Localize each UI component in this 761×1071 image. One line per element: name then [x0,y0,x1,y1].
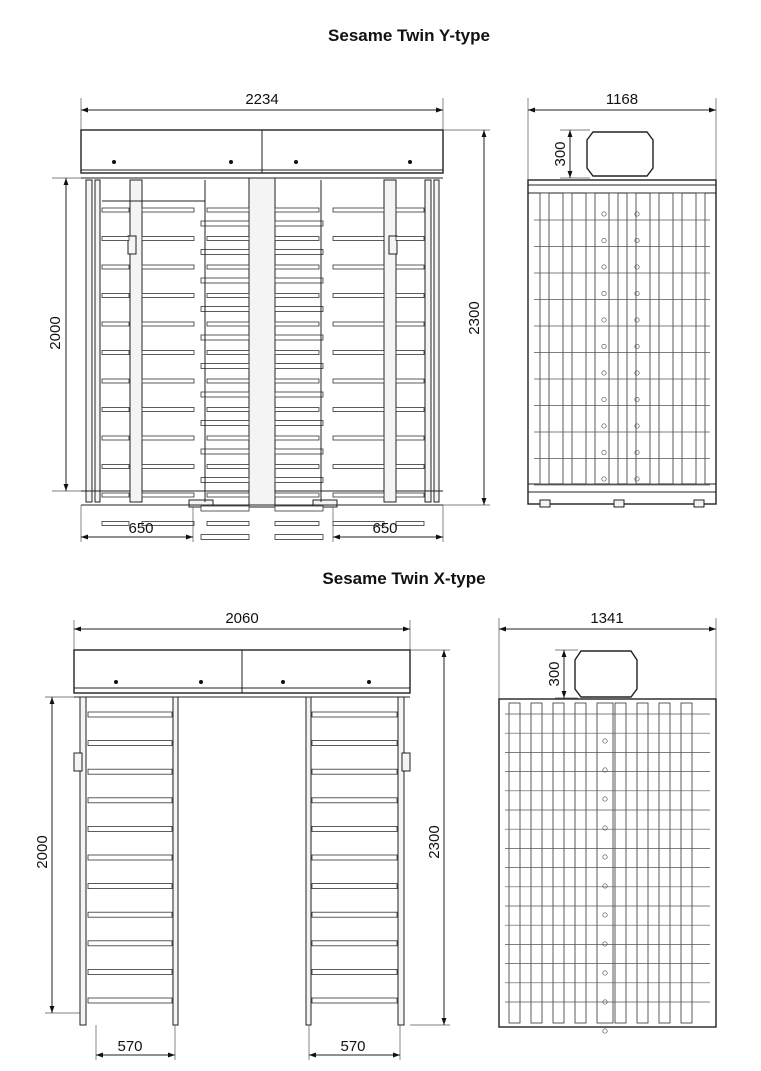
y-side-top-box [587,132,653,176]
x-side-box-height-label: 300 [546,661,563,687]
y-front-width-label: 2234 [245,91,279,108]
y-type-front-view [47,91,490,542]
x-type-title: Sesame Twin X-type [322,569,486,588]
y-front-center-post [249,178,275,507]
y-side-box-height-label: 300 [552,141,569,167]
x-front-passage-height-label: 2000 [34,835,51,869]
y-front-passage-height-label: 2000 [47,316,64,350]
y-type-side-view [528,91,716,507]
y-front-total-height-label: 2300 [466,301,483,335]
x-side-rotor-bars [505,703,710,1033]
x-front-width-label: 2060 [225,610,259,627]
x-type-front-view [34,610,450,1060]
x-front-passage-left-label: 570 [117,1038,143,1055]
y-front-passage-left-label: 650 [128,520,154,537]
x-side-top-box [575,651,637,697]
y-front-passage-right-label: 650 [372,520,398,537]
x-front-total-height-label: 2300 [426,825,443,859]
x-front-rails [88,712,397,1003]
x-front-passage-right-label: 570 [340,1038,366,1055]
y-side-width-label: 1168 [605,91,639,108]
y-type-title: Sesame Twin Y-type [328,26,490,45]
y-side-rotor-bars [534,193,710,485]
x-side-width-label: 1341 [590,610,624,627]
x-type-side-view [499,610,716,1033]
